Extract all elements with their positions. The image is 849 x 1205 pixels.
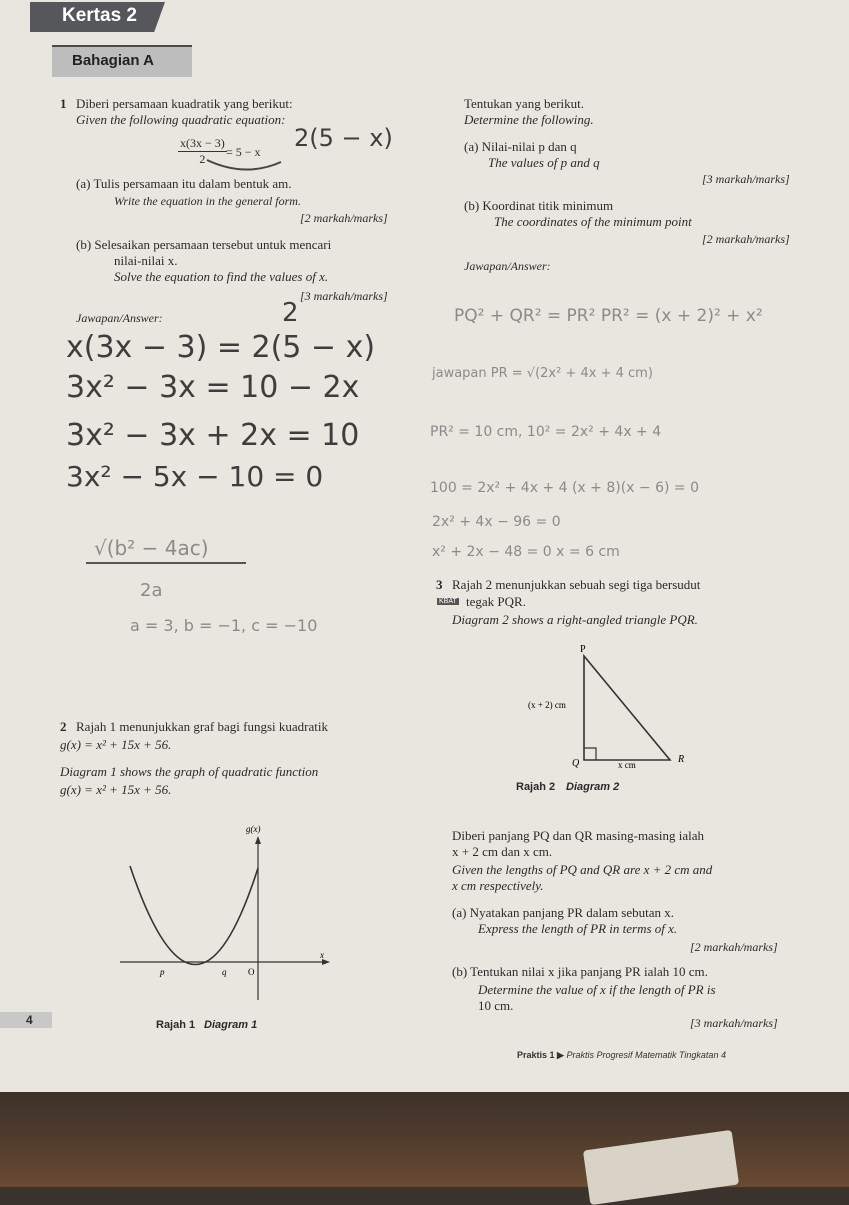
vertex-q-label: Q xyxy=(572,758,580,769)
right-part-b-ms: (b) Koordinat titik minimum xyxy=(464,198,614,213)
q3-part-b-marks: [3 markah/marks] xyxy=(690,1016,778,1030)
q3-triangle-diagram xyxy=(500,640,710,780)
q1-handwritten-note-2: 2 xyxy=(282,298,299,328)
q1-equation-denominator: 2 xyxy=(199,152,206,166)
right-working-line-4: 100 = 2x² + 4x + 4 (x + 8)(x − 6) = 0 xyxy=(430,480,700,496)
q1-working-line-7: a = 3, b = −1, c = −10 xyxy=(130,616,318,635)
right-angle-marker xyxy=(584,748,596,760)
q1-part-b-en: Solve the equation to find the values of x. xyxy=(114,269,329,284)
q3-given-en-2: x cm respectively. xyxy=(452,878,544,893)
right-answer-label: Jawapan/Answer: xyxy=(464,259,551,273)
graph-x-label: x xyxy=(320,950,324,960)
q3-given-ms-2: x + 2 cm dan x cm. xyxy=(452,844,553,859)
footer-text-bold: Praktis 1 ▶ xyxy=(517,1050,564,1060)
graph-origin-label: O xyxy=(248,967,255,977)
q2-caption-en: Diagram 1 xyxy=(204,1019,258,1031)
q1-stem-en: Given the following quadratic equation: xyxy=(76,112,286,127)
q2-number: 2 xyxy=(60,719,67,734)
q1-number: 1 xyxy=(60,96,67,111)
q3-given-en-1: Given the lengths of PQ and QR are x + 2 cm and xyxy=(452,862,713,877)
q3-stem-ms-2: tegak PQR. xyxy=(466,594,526,609)
right-part-a-en: The values of p and q xyxy=(488,155,600,170)
q1-working-fraction-bar xyxy=(86,562,246,564)
paper-title: Kertas 2 xyxy=(62,5,137,26)
right-working-line-6: x² + 2x − 48 = 0 x = 6 cm xyxy=(432,544,620,560)
q1-equation-hand-curve xyxy=(205,158,285,174)
q1-part-a-marks: [2 markah/marks] xyxy=(300,211,388,225)
q1-part-a-ms: (a) Tulis persamaan itu dalam bentuk am. xyxy=(76,176,292,191)
footer-text xyxy=(517,1050,726,1061)
right-part-a-ms: (a) Nilai-nilai p dan q xyxy=(464,139,577,154)
q3-kbat-tag: KBAT xyxy=(439,598,457,605)
graph-q-label: q xyxy=(222,967,227,977)
vertex-r-label: R xyxy=(678,754,685,765)
right-working-line-5: 2x² + 4x − 96 = 0 xyxy=(432,514,561,530)
q3-given-ms-1: Diberi panjang PQ dan QR masing-masing ialah xyxy=(452,828,705,843)
right-working-line-2: jawapan PR = √(2x² + 4x + 4 cm) xyxy=(432,366,653,381)
q3-part-a-ms: (a) Nyatakan panjang PR dalam sebutan x. xyxy=(452,905,675,920)
vertex-p-label: P xyxy=(580,644,586,655)
q3-caption-ms: Rajah 2 xyxy=(516,781,556,793)
q3-stem-ms-1: Rajah 2 menunjukkan sebuah segi tiga bersudut xyxy=(452,577,701,592)
page-number: 4 xyxy=(26,1013,33,1027)
q2-stem-ms-2: g(x) = x² + 15x + 56. xyxy=(60,737,172,752)
q1-part-b-marks: [3 markah/marks] xyxy=(300,289,388,303)
q3-part-a-marks: [2 markah/marks] xyxy=(690,940,778,954)
q1-working-line-2: 3x² − 3x = 10 − 2x xyxy=(66,370,360,405)
q2-parabola-graph xyxy=(110,810,340,1010)
q1-stem-ms: Diberi persamaan kuadratik yang berikut: xyxy=(76,96,293,111)
right-part-b-en: The coordinates of the minimum point xyxy=(494,214,692,229)
q3-number: 3 xyxy=(436,577,443,592)
q3-part-b-ms: (b) Tentukan nilai x jika panjang PR ialah 10 cm. xyxy=(452,964,708,979)
q1-working-line-3: 3x² − 3x + 2x = 10 xyxy=(66,418,360,453)
right-part-a-marks: [3 markah/marks] xyxy=(702,172,790,186)
triangle-pqr xyxy=(584,656,670,760)
q2-stem-ms-1: Rajah 1 menunjukkan graf bagi fungsi kuadratik xyxy=(76,719,328,734)
side-pq-label: (x + 2) cm xyxy=(528,700,566,710)
q1-working-line-5: √(b² − 4ac) xyxy=(94,536,209,560)
graph-y-arrow xyxy=(255,836,261,844)
q2-caption-ms: Rajah 1 xyxy=(156,1019,196,1031)
graph-y-label: g(x) xyxy=(246,824,261,834)
q1-answer-label: Jawapan/Answer: xyxy=(76,311,163,325)
q1-part-b-ms-1: (b) Selesaikan persamaan tersebut untuk mencari xyxy=(76,237,332,252)
q3-stem-en: Diagram 2 shows a right-angled triangle PQR. xyxy=(452,612,698,627)
q1-equation-numerator: x(3x − 3) xyxy=(180,136,225,150)
q3-part-b-en-1: Determine the value of x if the length of PR is xyxy=(478,982,716,997)
q1-working-line-4: 3x² − 5x − 10 = 0 xyxy=(66,460,324,493)
q1-equation-rhs: = 5 − x xyxy=(226,145,261,159)
right-working-line-1: PQ² + QR² = PR² PR² = (x + 2)² + x² xyxy=(454,306,763,326)
q3-part-b-en-2: 10 cm. xyxy=(478,998,514,1013)
right-part-b-marks: [2 markah/marks] xyxy=(702,232,790,246)
q1-working-line-1: x(3x − 3) = 2(5 − x) xyxy=(66,330,376,365)
q1-handwritten-note-top: 2(5 − x) xyxy=(294,124,393,152)
right-working-line-3: PR² = 10 cm, 10² = 2x² + 4x + 4 xyxy=(430,424,662,440)
q1-part-a-en: Write the equation in the general form. xyxy=(114,194,301,208)
q3-part-a-en: Express the length of PR in terms of x. xyxy=(478,921,678,936)
side-qr-label: x cm xyxy=(618,760,636,770)
right-question-stem-en: Determine the following. xyxy=(464,112,594,127)
graph-p-label: p xyxy=(160,967,165,977)
q2-stem-en-2: g(x) = x² + 15x + 56. xyxy=(60,782,172,797)
parabola-curve xyxy=(130,866,258,965)
q3-caption-en: Diagram 2 xyxy=(566,781,620,793)
q1-working-line-6: 2a xyxy=(140,580,163,601)
right-question-stem-ms: Tentukan yang berikut. xyxy=(464,96,585,111)
section-title: Bahagian A xyxy=(72,52,154,69)
q2-stem-en-1: Diagram 1 shows the graph of quadratic function xyxy=(60,764,319,779)
footer-text-italic: Praktis Progresif Matematik Tingkatan 4 xyxy=(566,1050,726,1060)
q1-part-b-ms-2: nilai-nilai x. xyxy=(114,253,178,268)
